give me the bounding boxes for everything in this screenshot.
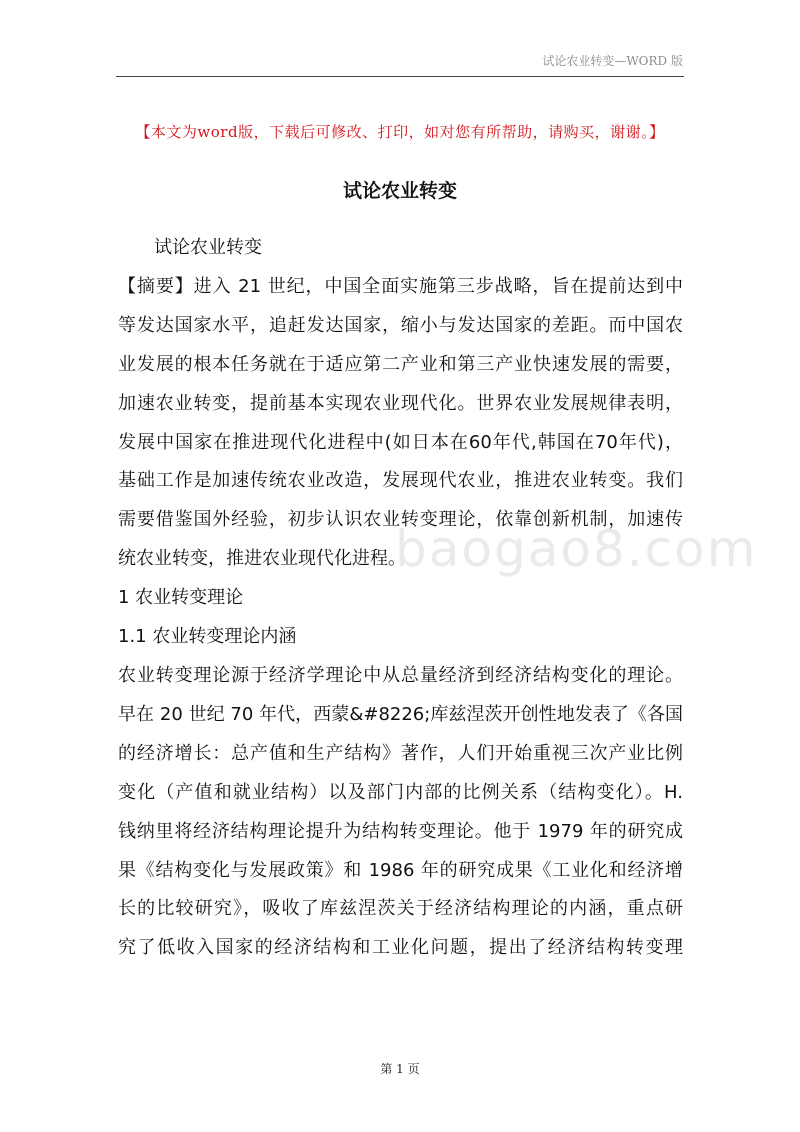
watermark: baogao8.com <box>395 520 758 578</box>
body-line: 长的比较研究》，吸收了库兹涅茨关于经济结构理论的内涵，重点研 <box>118 898 683 920</box>
section-heading: 1 农业转变理论 <box>118 587 244 609</box>
body-line: 变化（产值和就业结构）以及部门内部的比例关系（结构变化）。H. <box>118 781 683 803</box>
document-title: 试论农业转变 <box>342 180 457 202</box>
body-line: 早在 20 世纪 70 年代，西蒙&#8226;库兹涅茨开创性地发表了《各国 <box>118 703 683 725</box>
page-number: 第 1 页 <box>380 1062 420 1076</box>
body-line: 基础工作是加速传统农业改造，发展现代农业，推进农业转变。我们 <box>118 470 683 492</box>
subsection-heading: 1.1 农业转变理论内涵 <box>118 626 297 648</box>
download-notice: 【本文为word版，下载后可修改、打印，如对您有所帮助，请购买，谢谢。】 <box>135 123 665 141</box>
body-line: 农业转变理论源于经济学理论中从总量经济到经济结构变化的理论。 <box>118 664 683 686</box>
body-line: 业发展的根本任务就在于适应第二产业和第三产业快速发展的需要， <box>118 353 683 375</box>
document-body <box>118 229 683 968</box>
body-line: 钱纳里将经济结构理论提升为结构转变理论。他于 1979 年的研究成 <box>118 820 683 842</box>
running-header: 试论农业转变—WORD 版 <box>542 54 683 68</box>
body-line: 统农业转变，推进农业现代化进程。 <box>118 548 406 570</box>
body-line: 需要借鉴国外经验，初步认识农业转变理论，依靠创新机制，加速传 <box>118 509 683 531</box>
body-line: 的经济增长：总产值和生产结构》著作，人们开始重视三次产业比例 <box>118 742 683 764</box>
body-line: 【摘要】进入 21 世纪，中国全面实施第三步战略，旨在提前达到中 <box>118 275 683 297</box>
subtitle-line: 试论农业转变 <box>154 237 262 258</box>
header-rule <box>116 76 684 77</box>
body-line: 加速农业转变，提前基本实现农业现代化。世界农业发展规律表明， <box>118 392 683 414</box>
body-line: 发展中国家在推进现代化进程中(如日本在60年代,韩国在70年代)， <box>118 431 683 453</box>
body-line: 果《结构变化与发展政策》和 1986 年的研究成果《工业化和经济增 <box>118 859 683 881</box>
body-line: 究了低收入国家的经济结构和工业化问题，提出了经济结构转变理 <box>118 937 683 959</box>
body-line: 等发达国家水平，追赶发达国家，缩小与发达国家的差距。而中国农 <box>118 314 683 336</box>
